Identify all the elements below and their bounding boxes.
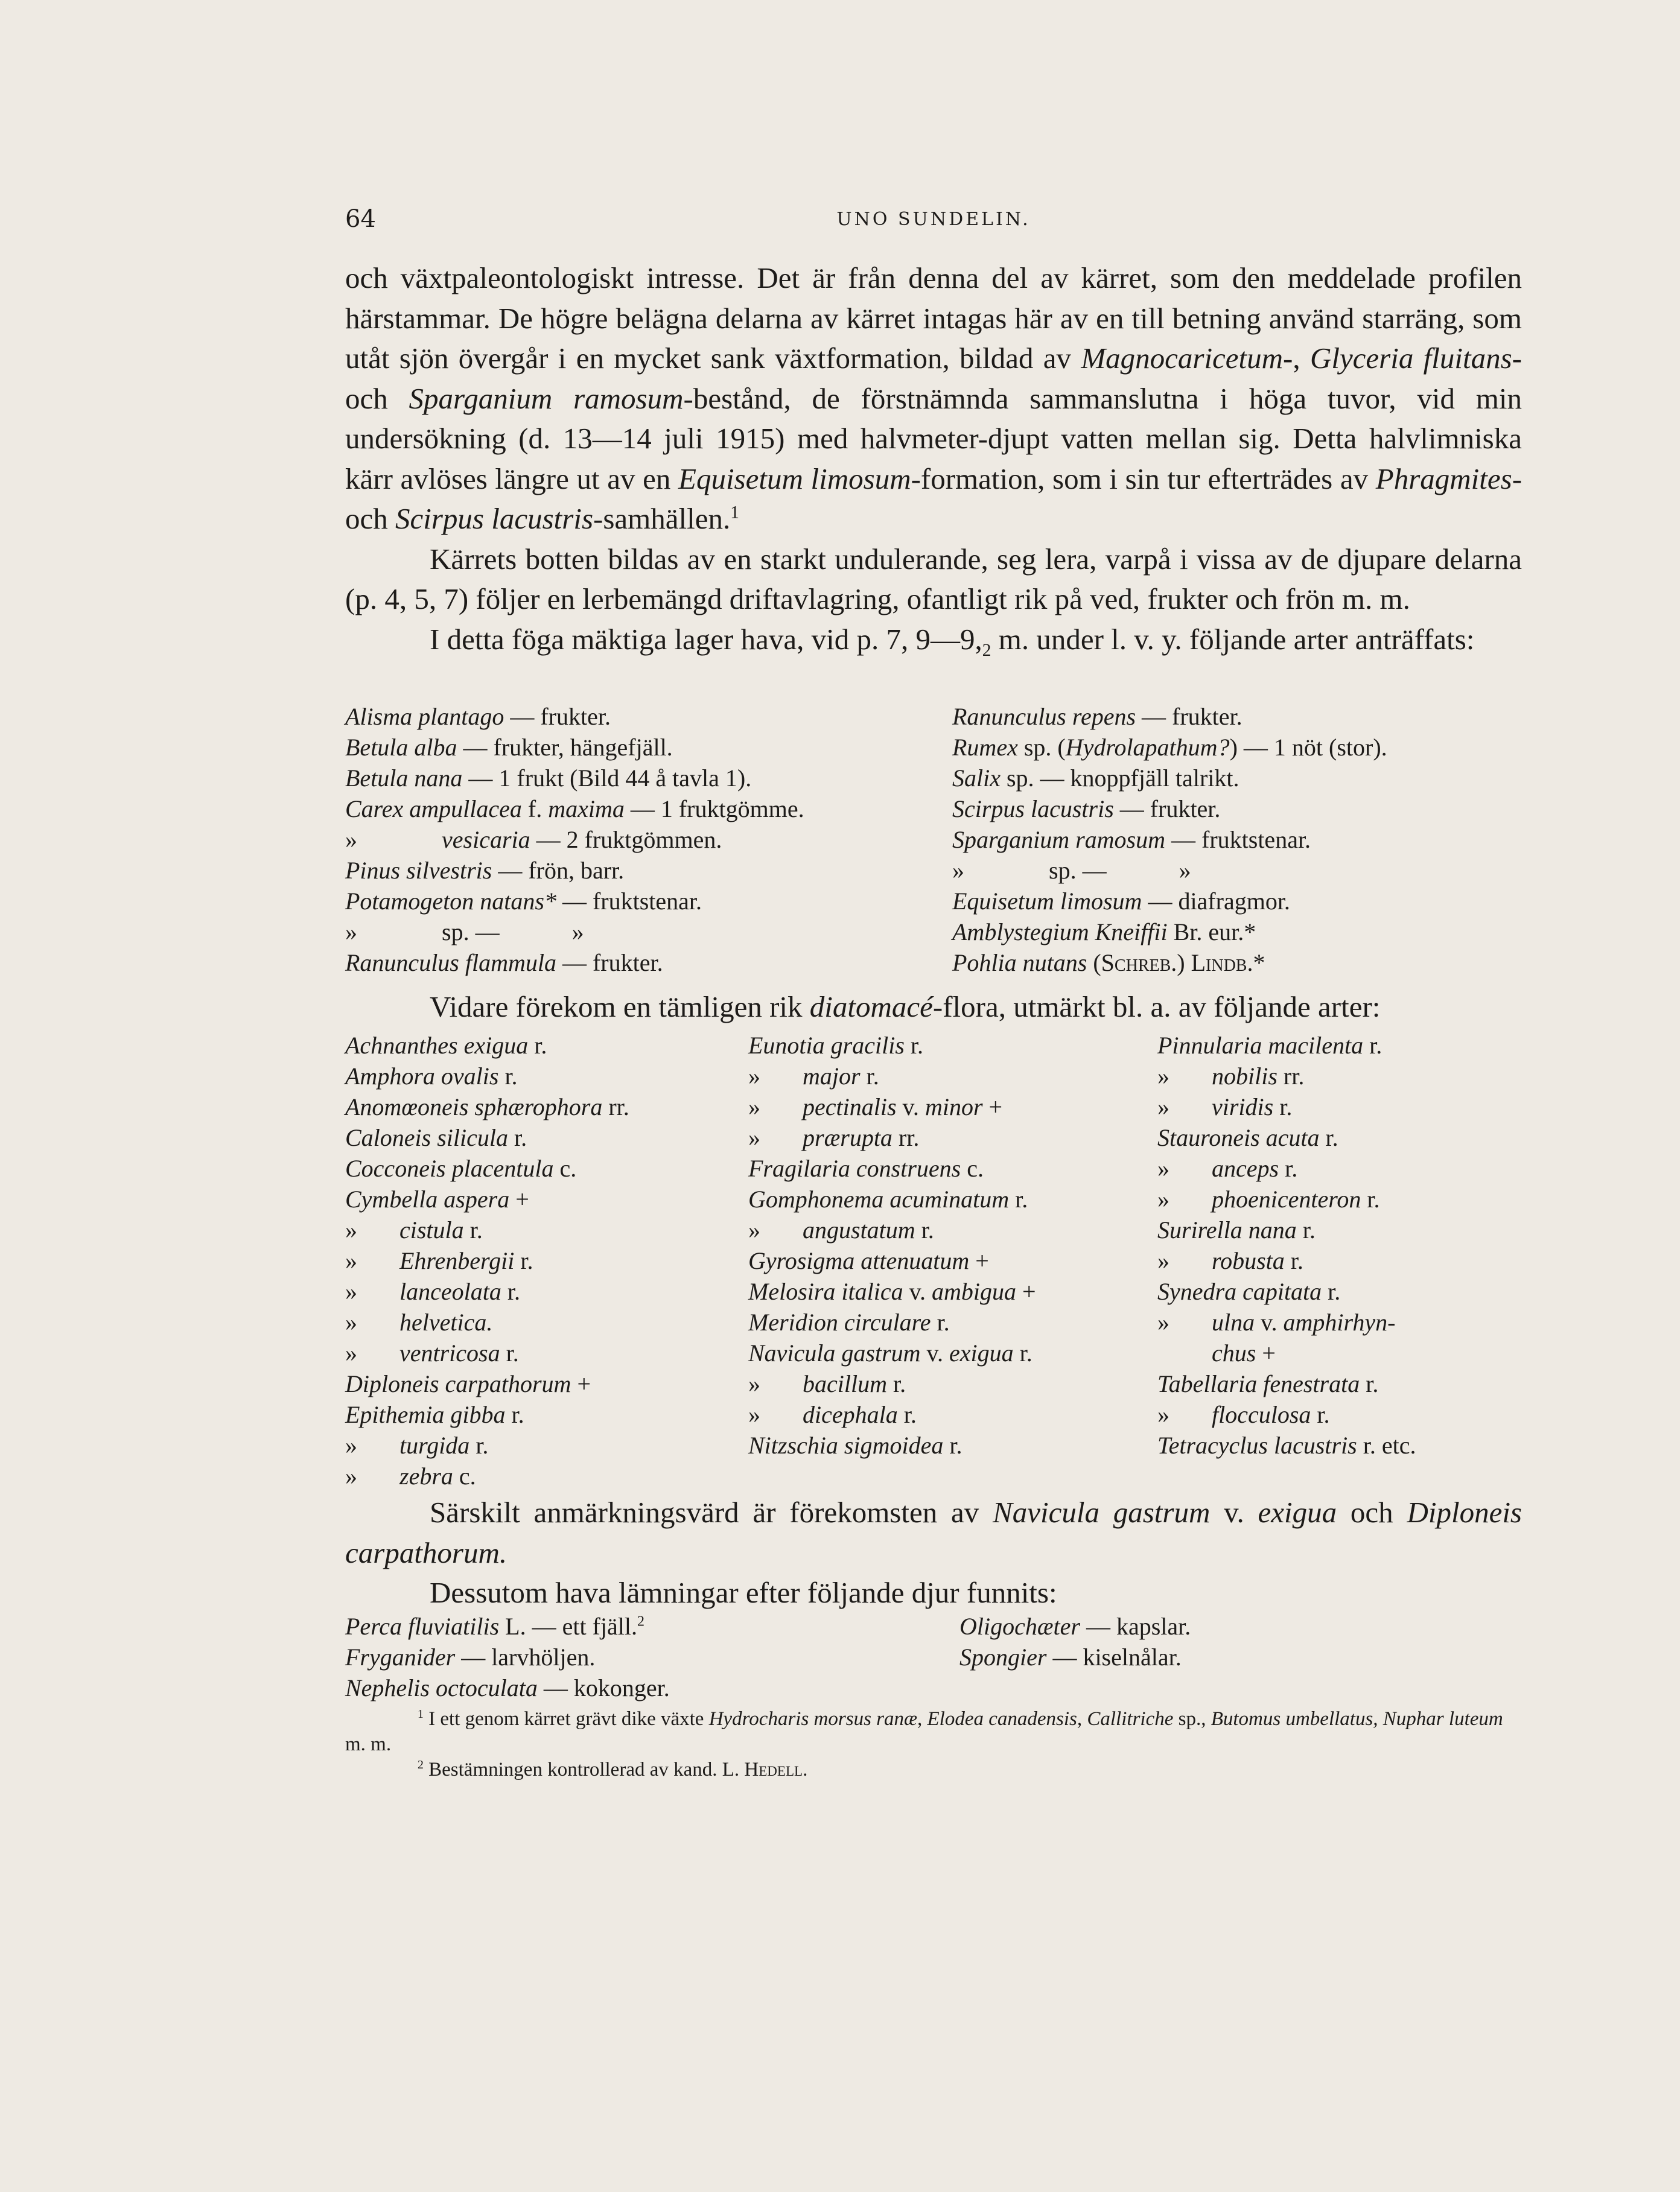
frequency: r. [469,1432,489,1459]
frequency: r. [1360,1370,1379,1397]
diatom-entry [345,1091,629,1122]
frequency: + [1256,1339,1276,1367]
species-entry [345,701,804,732]
ditto-mark: » [1157,1093,1169,1120]
species-name: Amblystegium Kneiffii [952,918,1168,945]
entry-note: L. — ett fjäll. [499,1613,637,1640]
species-entry [345,824,804,855]
frequency: r. [886,1370,906,1397]
page-number: 64 [345,205,376,233]
frequency: + [509,1186,529,1213]
diatom-list-col2 [748,1030,1036,1461]
species-name: major [803,1063,861,1090]
species-name: amphirhyn- [1283,1309,1396,1336]
diatom-entry [1157,1153,1416,1184]
paragraph-1: och växtpaleontologiskt intresse. Det är från denna del av kärret, som den meddelade profilen härstammar. De högre belägna delarna av kärret intagas här av en till betning använd starräng, som utåt sjön övergår i en mycket sank växtformation, bildad av Magnocaricetum-, Glyceria fluitans- och Sparganium ramosum-bestånd, de förstnämnda sammanslutna i höga tuvor, vid min undersökning (d. 13—14 juli 1915) med halvmeter-djupt vatten mellan sig. Detta halvlimniska kärr avlöses längre ut av en Equisetum limosum-formation, som i sin tur efterträdes av Phragmites- och Scirpus lacustris-samhällen.$^1$ [345,261,1522,535]
footnote-ref-2: 2 [637,1613,644,1630]
species-name: Spongier [959,1644,1047,1671]
diatom-entry [1157,1122,1416,1153]
running-title: UNO SUNDELIN. [836,209,1031,230]
species-name: Surirella nana [1157,1216,1297,1244]
body-text [345,258,1522,670]
species-entry [345,763,804,793]
diatom-entry [345,1307,629,1338]
entry-note: — frön, barr. [492,857,625,884]
species-name: Epithemia gibba [345,1401,506,1428]
species-name: maxima [548,795,625,822]
species-name: chus [1212,1339,1256,1367]
ditto-mark: » [748,1124,760,1151]
ditto-mark: » [345,1432,357,1459]
species-name: ventricosa [399,1339,500,1367]
entry-note: — fruktstenar. [1165,826,1311,853]
species-name: Fragilaria construens [748,1155,961,1182]
plant-list-right [952,701,1387,978]
frequency: r. [1311,1401,1330,1428]
animal-list-right [959,1611,1191,1673]
species-name: Hydrolapathum? [1065,734,1230,761]
species-entry [952,824,1387,855]
entry-note: — frukter. [556,949,663,976]
species-name: Tabellaria fenestrata [1157,1370,1360,1397]
diatom-entry [345,1215,629,1245]
diatom-entry [1157,1276,1416,1307]
species-entry [345,917,804,947]
diatom-entry [748,1276,1036,1307]
species-name: Ranunculus flammula [345,949,556,976]
species-entry [345,947,804,978]
entry-note: f. [521,795,549,822]
diatom-entry [345,1153,629,1184]
entry-note: — frukter. [1113,795,1221,822]
species-name: dicephala [803,1401,898,1428]
species-name: Stauroneis acuta [1157,1124,1320,1151]
species-name: Cymbella aspera [345,1186,510,1213]
species-name: Sparganium ramosum [952,826,1165,853]
diatom-entry [748,1338,1036,1368]
frequency: v. [903,1278,932,1305]
authority: Schreb. [1101,949,1177,976]
diatom-entry [345,1461,629,1492]
ditto-mark: » [748,1370,760,1397]
entry-note: ( [1087,949,1101,976]
frequency: r. [500,1339,519,1367]
paragraph-5-wrap [345,1493,1522,1613]
species-name: Salix [952,764,1001,792]
frequency: + [969,1247,989,1274]
authority: Lindb. [1191,949,1253,976]
species-name: angustatum [803,1216,915,1244]
diatom-entry [1157,1399,1416,1430]
species-name: Amphora ovalis [345,1063,499,1090]
ditto-mark: » [571,918,584,945]
diatom-entry [1157,1430,1416,1461]
frequency: r. [1009,1186,1028,1213]
frequency: r. [904,1032,924,1059]
diatom-entry [748,1153,1036,1184]
species-name: Ehrenbergii [399,1247,515,1274]
frequency: c. [961,1155,984,1182]
diatom-entry [1157,1061,1416,1091]
diatom-entry [345,1276,629,1307]
diatom-entry [345,1399,629,1430]
diatom-list-col1 [345,1030,629,1492]
species-name: Potamogeton natans* [345,888,556,915]
species-name: viridis [1212,1093,1274,1120]
frequency: r. [860,1063,879,1090]
species-name: phoenicenteron [1212,1186,1361,1213]
ditto-mark: » [1157,1186,1169,1213]
species-name: Eunotia gracilis [748,1032,905,1059]
frequency: r. [897,1401,917,1428]
species-name: Rumex [952,734,1018,761]
footnote-ref-1[interactable]: 1 [730,503,739,523]
ditto-mark: » [345,1463,357,1490]
diatom-list-col3 [1157,1030,1416,1461]
entry-note: sp. ( [1017,734,1066,761]
ditto-mark: » [345,1216,357,1244]
species-name: Nitzschia sigmoidea [748,1432,944,1459]
footnote-1: $^1$ I ett genom kärret grävt dike växte Hydrocharis morsus ranæ, Elodea canadensis, Callitriche sp., Butomus umbellatus, Nuphar luteum m. m. [345,1708,1503,1755]
species-name: Diploneis carpathorum [345,1370,571,1397]
page-header [345,205,1522,241]
entry-note: — frukter, hängefjäll. [457,734,673,761]
animal-entry [345,1642,670,1673]
frequency: r. [1284,1247,1303,1274]
frequency: r. [1273,1093,1293,1120]
frequency: v. [896,1093,925,1120]
species-name: Caloneis silicula [345,1124,508,1151]
entry-note: — diafragmor. [1142,888,1290,915]
diatom-entry [1157,1368,1416,1399]
frequency: r. [505,1401,524,1428]
frequency: r. [1363,1032,1382,1059]
entry-note: sp. — knoppfjäll talrikt. [1000,764,1239,792]
diatom-entry [1157,1215,1416,1245]
ditto-mark: » [1157,1401,1169,1428]
species-name: Pinus silvestris [345,857,492,884]
diatom-entry [1157,1245,1416,1276]
frequency: r. [1322,1278,1341,1305]
frequency: r. [1013,1339,1032,1367]
entry-note: — kokonger. [537,1674,670,1701]
species-name: zebra [399,1463,453,1490]
frequency: r. [1296,1216,1316,1244]
species-name: Equisetum limosum [952,888,1142,915]
entry-note: — frukter. [504,703,611,730]
species-entry [952,886,1387,917]
species-name: nobilis [1212,1063,1278,1090]
species-entry [952,732,1387,763]
entry-note: — fruktstenar. [556,888,702,915]
paragraph-3: I detta föga mäktiga lager hava, vid p. 7, $9—9,_2$ m. under l. v. y. följande arter anträffats: [430,622,1475,660]
species-name: ambigua [932,1278,1017,1305]
species-name: Navicula gastrum [748,1339,921,1367]
frequency: r. [501,1278,520,1305]
frequency: v. [1255,1309,1284,1336]
diatom-entry [748,1061,1036,1091]
ditto-mark: » [952,857,964,884]
diatom-entry [345,1030,629,1061]
species-entry [345,793,804,824]
entry-note: sp. — [1049,857,1107,884]
species-entry [345,732,804,763]
ditto-mark: » [1157,1247,1169,1274]
entry-note: ) [1177,949,1191,976]
species-entry [952,701,1387,732]
ditto-mark: » [1157,1155,1169,1182]
species-name: Betula alba [345,734,457,761]
species-name: robusta [1212,1247,1285,1274]
paragraph-2: Kärrets botten bildas av en starkt undulerande, seg lera, varpå i vissa av de djupare delarna (p. 4, 5, 7) följer en lerbemängd driftavlagring, ofantligt rik på ved, frukter och frön m. m. [345,542,1522,615]
species-name: turgida [399,1432,470,1459]
diatom-entry [748,1122,1036,1153]
species-name: minor [924,1093,983,1120]
entry-note: — kiselnålar. [1046,1644,1182,1671]
entry-note: * [1253,949,1265,976]
species-name: Ranunculus repens [952,703,1136,730]
diatom-entry [748,1091,1036,1122]
entry-note: ) — 1 nöt (stor). [1229,734,1387,761]
animal-entry [345,1673,670,1703]
species-entry [952,763,1387,793]
ditto-mark: » [1179,857,1191,884]
diatom-entry [748,1245,1036,1276]
diatom-entry [345,1430,629,1461]
species-name: flocculosa [1212,1401,1311,1428]
species-name: Meridion circulare [748,1309,931,1336]
paragraph-4-wrap [345,987,1522,1028]
diatom-entry [1157,1307,1416,1338]
species-name: bacillum [803,1370,887,1397]
diatom-entry [345,1122,629,1153]
diatom-entry [345,1368,629,1399]
species-name: Nephelis octoculata [345,1674,538,1701]
entry-note: — kapslar. [1080,1613,1191,1640]
diatom-entry [748,1399,1036,1430]
species-name: Alisma plantago [345,703,504,730]
species-entry [345,886,804,917]
species-name: Melosira italica [748,1278,903,1305]
species-name: Betula nana [345,764,463,792]
ditto-mark: » [748,1063,760,1090]
diatom-entry [345,1338,629,1368]
animal-list-left [345,1611,670,1703]
frequency: rr. [892,1124,920,1151]
entry-note: Br. eur.* [1167,918,1256,945]
paragraph-6: Dessutom hava lämningar efter följande djur funnits: [430,1576,1057,1609]
species-name: Anomœoneis sphærophora [345,1093,603,1120]
entry-note: — 1 frukt (Bild 44 å tavla 1). [462,764,752,792]
diatom-entry [1157,1338,1416,1368]
species-name: Oligochæter [959,1613,1080,1640]
animal-entry [345,1611,670,1642]
species-name: lanceolata [399,1278,501,1305]
species-name: cistula [399,1216,464,1244]
species-name: Scirpus lacustris [952,795,1114,822]
diatom-entry [1157,1030,1416,1061]
frequency: v. [920,1339,949,1367]
ditto-mark: » [345,826,357,853]
paragraph-5: Särskilt anmärkningsvärd är förekomsten av Navicula gastrum v. exigua och Diploneis carpathorum. [345,1496,1522,1569]
diatom-entry [345,1245,629,1276]
diatom-entry [748,1430,1036,1461]
species-entry [952,917,1387,947]
frequency: r. [463,1216,483,1244]
ditto-mark: » [345,1309,357,1336]
species-name: anceps [1212,1155,1279,1182]
footnotes [345,1706,1522,1782]
diatom-entry [748,1030,1036,1061]
species-name: Cocconeis placentula [345,1155,554,1182]
frequency: r. [1279,1155,1298,1182]
ditto-mark: » [345,1247,357,1274]
species-name: Achnanthes exigua [345,1032,529,1059]
frequency: c. [453,1463,476,1490]
species-name: Synedra capitata [1157,1278,1322,1305]
species-name: helvetica. [399,1309,493,1336]
frequency: r. [1319,1124,1338,1151]
frequency: rr. [602,1093,629,1120]
diatom-entry [748,1368,1036,1399]
footnote-2: $^2$ Bestämningen kontrollerad av kand. L. Hedell. [418,1758,808,1781]
species-name: prærupta [803,1124,892,1151]
frequency: + [571,1370,591,1397]
frequency: r. [931,1309,950,1336]
entry-note: — larvhöljen. [455,1644,596,1671]
species-name: Gyrosigma attenuatum [748,1247,970,1274]
frequency: r. [508,1124,527,1151]
paragraph-4: Vidare förekom en tämligen rik diatomacé-flora, utmärkt bl. a. av följande arter: [430,990,1381,1023]
ditto-mark: » [1157,1063,1169,1090]
species-name: Fryganider [345,1644,456,1671]
entry-note: — 1 fruktgömme. [624,795,804,822]
ditto-mark: » [1157,1309,1169,1336]
animal-entry [959,1642,1191,1673]
species-name: Gomphonema acuminatum [748,1186,1010,1213]
frequency: r. [514,1247,533,1274]
animal-entry [959,1611,1191,1642]
diatom-entry [1157,1184,1416,1215]
ditto-mark: » [748,1093,760,1120]
species-name: Perca fluviatilis [345,1613,500,1640]
species-name: vesicaria [442,826,530,853]
frequency: c. [553,1155,577,1182]
frequency: r. [943,1432,962,1459]
ditto-mark: » [748,1401,760,1428]
ditto-mark: » [345,1278,357,1305]
species-entry [345,855,804,886]
species-name: Pohlia nutans [952,949,1087,976]
entry-note: — 2 fruktgömmen. [530,826,722,853]
diatom-entry [345,1184,629,1215]
frequency: rr. [1277,1063,1305,1090]
ditto-mark: » [748,1216,760,1244]
entry-note: — frukter. [1136,703,1242,730]
frequency: r. [498,1063,518,1090]
frequency: r. etc. [1357,1432,1416,1459]
ditto-mark: » [345,918,357,945]
entry-note: sp. — [442,918,500,945]
frequency: + [982,1093,1003,1120]
diatom-entry [748,1307,1036,1338]
plant-list-left [345,701,804,978]
ditto-mark: » [345,1339,357,1367]
species-name: pectinalis [803,1093,897,1120]
species-entry [952,793,1387,824]
species-name: Carex ampullacea [345,795,522,822]
species-name: Tetracyclus lacustris [1157,1432,1357,1459]
species-name: ulna [1212,1309,1255,1336]
species-entry [952,947,1387,978]
frequency: r. [1361,1186,1380,1213]
diatom-entry [345,1061,629,1091]
frequency: r. [915,1216,934,1244]
diatom-entry [748,1215,1036,1245]
frequency: + [1016,1278,1036,1305]
frequency: r. [528,1032,547,1059]
species-name: Pinnularia macilenta [1157,1032,1364,1059]
diatom-entry [748,1184,1036,1215]
diatom-entry [1157,1091,1416,1122]
species-entry [952,855,1387,886]
species-name: exigua [949,1339,1014,1367]
